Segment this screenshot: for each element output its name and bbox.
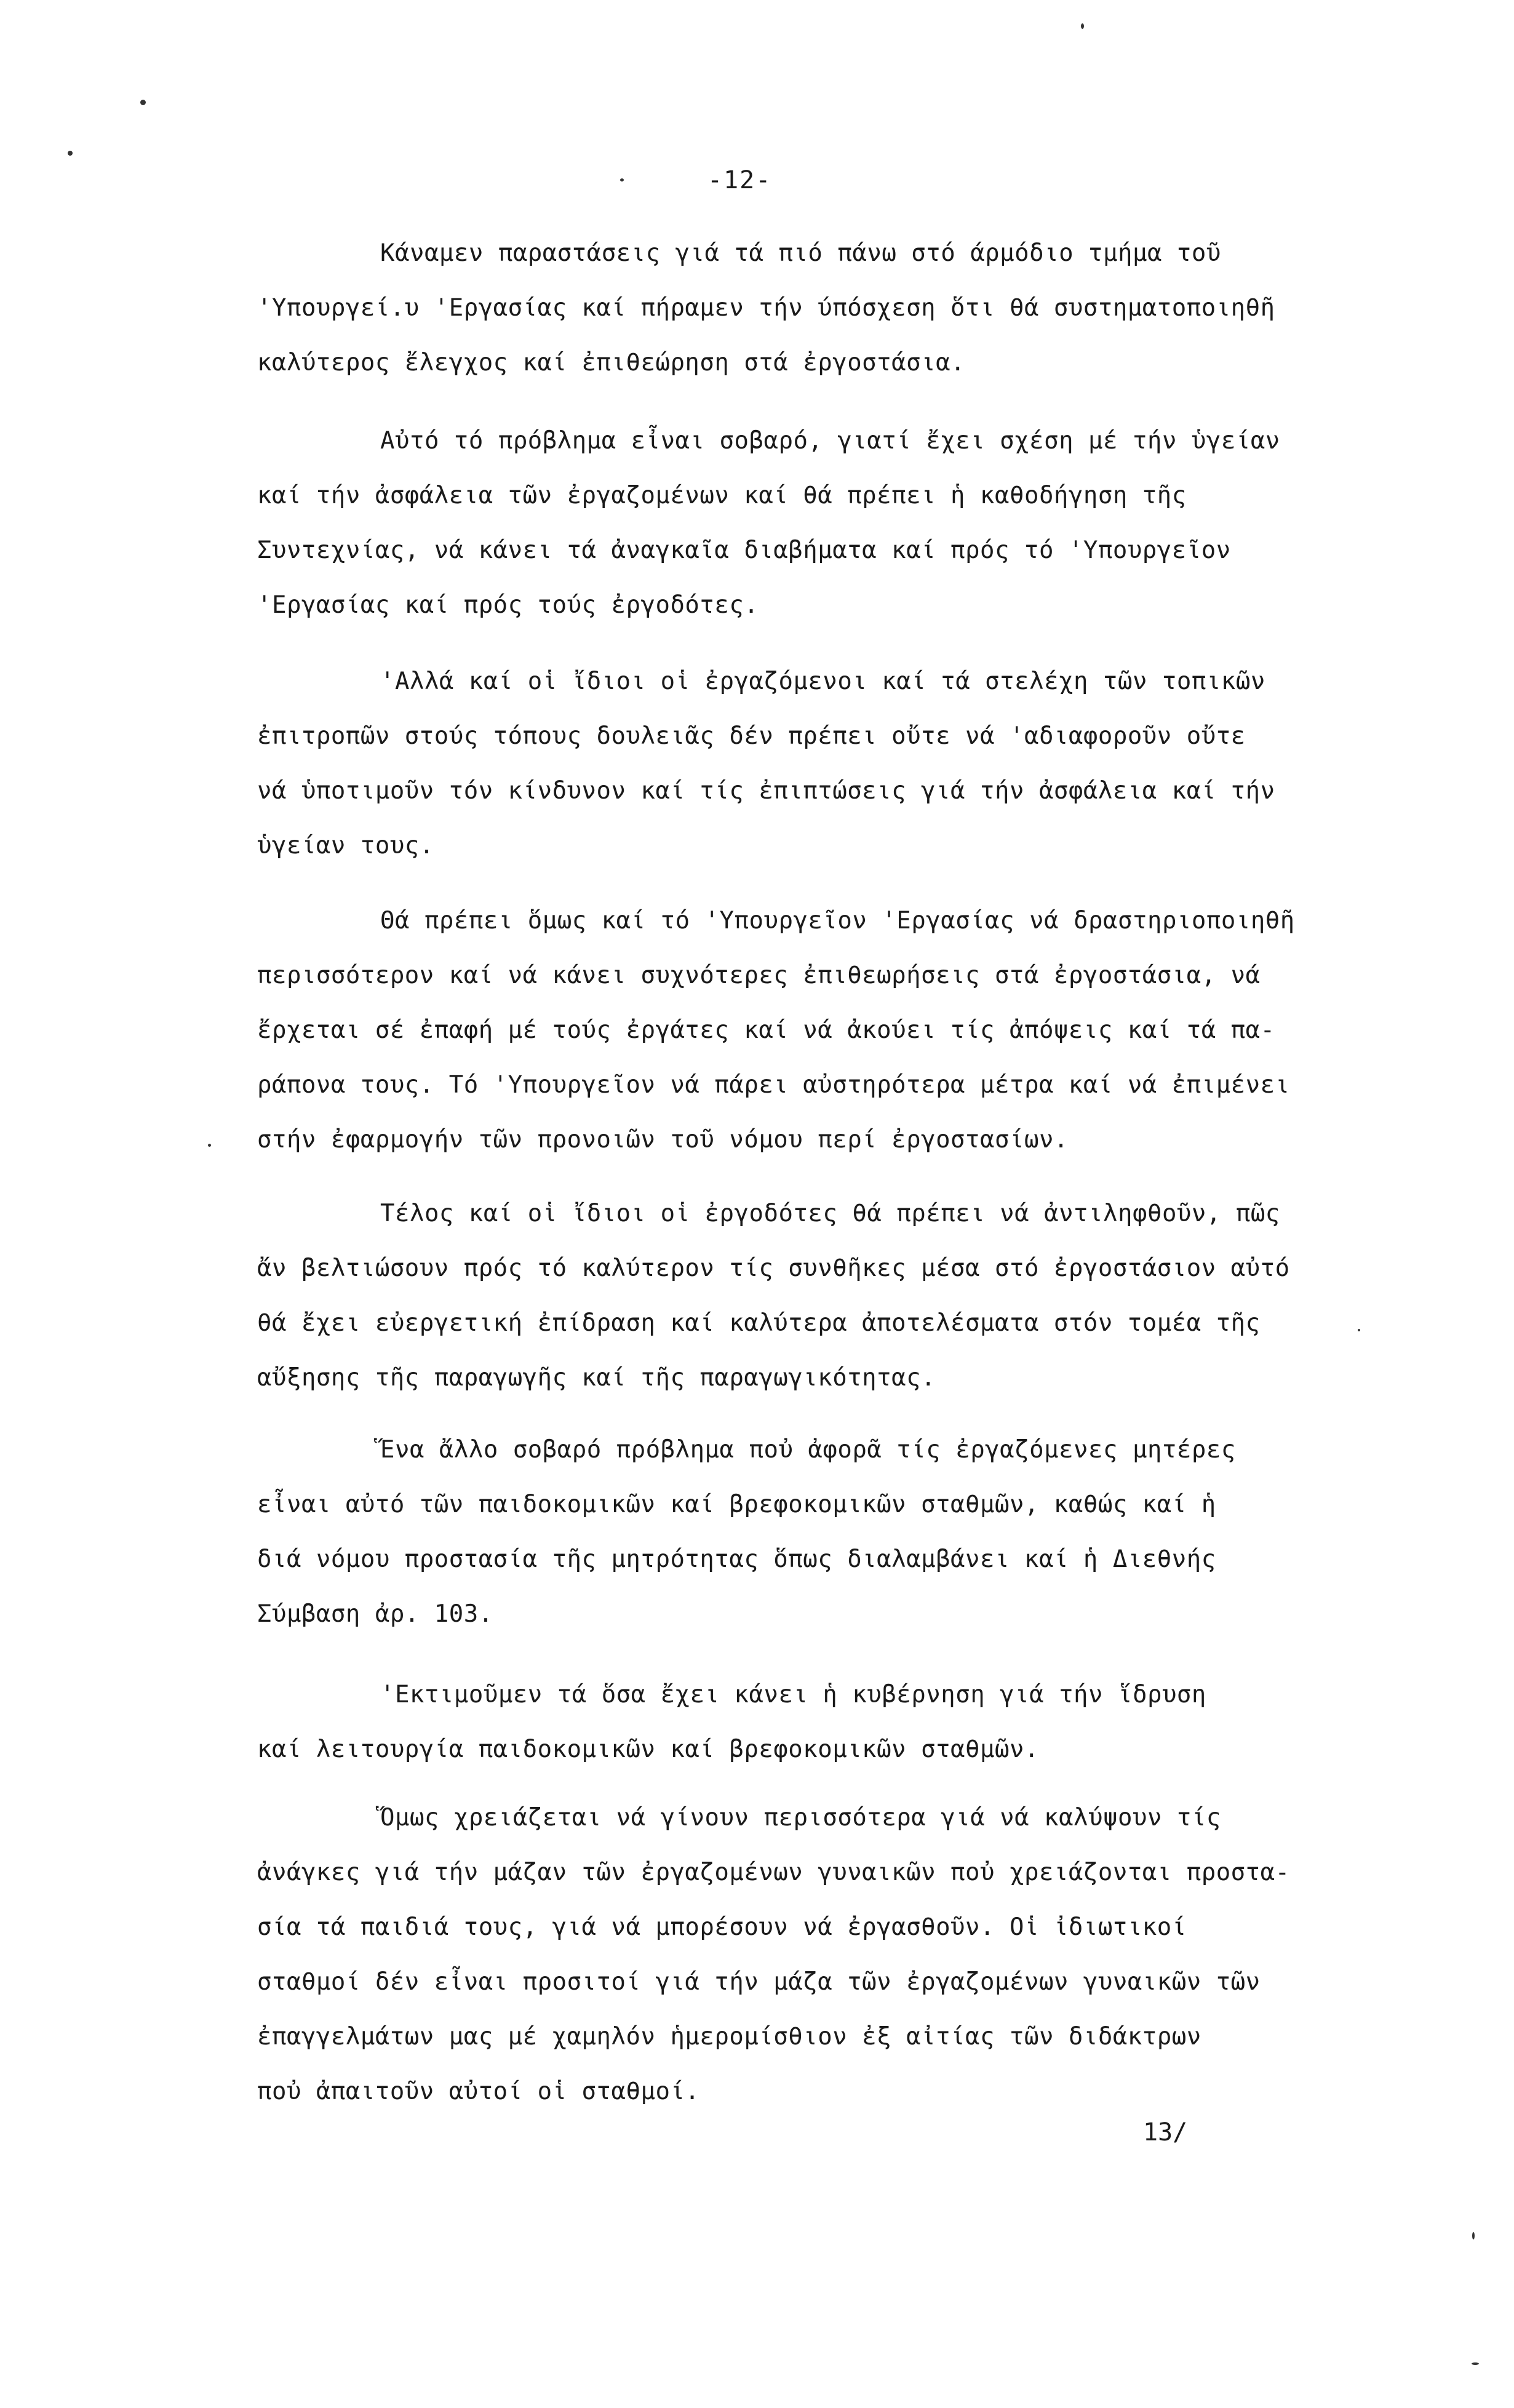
text-line: στήν ἐφαρμογήν τῶν προνοιῶν τοῦ νόμου περί ἐργοστασίων. xyxy=(257,1126,1069,1154)
text-line: ἐπιτροπῶν στούς τόπους δουλειᾶς δέν πρέπει οὔτε νά 'αδιαφοροῦν οὔτε xyxy=(257,722,1246,750)
scan-speck xyxy=(140,100,146,105)
paragraph-7 xyxy=(257,1667,1352,1777)
scan-speck xyxy=(1081,23,1084,29)
text-line: Τέλος καί οἱ ἴδιοι οἱ ἐργοδότες θά πρέπει νά ἀντιληφθοῦν, πῶς xyxy=(380,1200,1280,1227)
page-number: -12- xyxy=(707,166,772,194)
text-line: Αὐτό τό πρόβλημα εἶναι σοβαρό, γιατί ἔχει σχέση μέ τήν ὑγείαν xyxy=(380,427,1280,455)
paragraph-4 xyxy=(257,893,1352,1167)
paragraph-8 xyxy=(257,1790,1352,2119)
text-line: ὑγείαν τους. xyxy=(257,832,434,859)
text-line: θά ἔχει εὐεργετική ἐπίδραση καί καλύτερα ἀποτελέσματα στόν τομέα τῆς xyxy=(257,1309,1261,1337)
text-line: 'Αλλά καί οἱ ἴδιοι οἱ ἐργαζόμενοι καί τά στελέχη τῶν τοπικῶν xyxy=(380,668,1265,695)
text-line: Θά πρέπει ὅμως καί τό 'Υπουργεῖον 'Εργασίας νά δραστηριοποιηθῆ xyxy=(380,907,1295,935)
text-line: εἶναι αὐτό τῶν παιδοκομικῶν καί βρεφοκομικῶν σταθμῶν, καθώς καί ἡ xyxy=(257,1491,1216,1518)
text-line: Σύμβαση ἀρ. 103. xyxy=(257,1600,493,1628)
text-line: αὔξησης τῆς παραγωγῆς καί τῆς παραγωγικότητας. xyxy=(257,1364,936,1392)
text-line: καί λειτουργία παιδοκομικῶν καί βρεφοκομικῶν σταθμῶν. xyxy=(257,1736,1039,1763)
text-line: καί τήν ἀσφάλεια τῶν ἐργαζομένων καί θά πρέπει ἡ καθοδήγηση τῆς xyxy=(257,482,1187,509)
text-line: ἄν βελτιώσουν πρός τό καλύτερον τίς συνθῆκες μέσα στό ἐργοστάσιον αὐτό xyxy=(257,1254,1290,1282)
text-line: σία τά παιδιά τους, γιά νά μπορέσουν νά ἐργασθοῦν. Οἱ ἰδιωτικοί xyxy=(257,1913,1187,1941)
scan-speck xyxy=(1472,2232,1475,2239)
text-line: διά νόμου προστασία τῆς μητρότητας ὅπως διαλαμβάνει καί ἡ Διεθνής xyxy=(257,1545,1216,1573)
text-line: Ὅμως χρειάζεται νά γίνουν περισσότερα γιά νά καλύψουν τίς xyxy=(380,1804,1221,1832)
paragraph-1 xyxy=(257,226,1352,390)
text-line: νά ὑποτιμοῦν τόν κίνδυνον καί τίς ἐπιπτώσεις γιά τήν ἀσφάλεια καί τήν xyxy=(257,777,1275,805)
text-line: περισσότερον καί νά κάνει συχνότερες ἐπιθεωρήσεις στά ἐργοστάσια, νά xyxy=(257,962,1261,989)
text-line: ποὐ ἀπαιτοῦν αὐτοί οἱ σταθμοί. xyxy=(257,2078,700,2105)
text-line: ἐπαγγελμάτων μας μέ χαμηλόν ἡμερομίσθιον ἐξ αἰτίας τῶν διδάκτρων xyxy=(257,2023,1201,2051)
text-line: 'Υπουργεί.υ 'Εργασίας καί πήραμεν τήν ύπόσχεση ὅτι θά συστηματοποιηθῆ xyxy=(257,294,1275,322)
text-line: Κάναμεν παραστάσεις γιά τά πιό πάνω στό άρμόδιο τμήμα τοῦ xyxy=(380,239,1221,267)
scan-speck xyxy=(620,178,624,181)
text-line: ἔρχεται σέ ἐπαφή μέ τούς ἐργάτες καί νά ἀκούει τίς ἀπόψεις καί τά πα- xyxy=(257,1016,1275,1044)
text-line: 'Εκτιμοῦμεν τά ὅσα ἔχει κάνει ἡ κυβέρνηση γιά τήν ἵδρυση xyxy=(380,1681,1206,1708)
scan-speck xyxy=(1472,2362,1479,2365)
text-line: Ἕνα ἄλλο σοβαρό πρόβλημα ποὐ ἀφορᾶ τίς ἐργαζόμενες μητέρες xyxy=(380,1436,1236,1464)
text-line: ράπονα τους. Τό 'Υπουργεῖον νά πάρει αὐστηρότερα μέτρα καί νά ἐπιμένει xyxy=(257,1071,1290,1099)
text-line: Συντεχνίας, νά κάνει τά ἀναγκαῖα διαβήματα καί πρός τό 'Υπουργεῖον xyxy=(257,536,1231,564)
paragraph-3 xyxy=(257,654,1352,873)
paragraph-6 xyxy=(257,1422,1352,1641)
scan-speck xyxy=(208,1144,211,1147)
text-line: σταθμοί δέν εἶναι προσιτοί γιά τήν μάζα τῶν ἐργαζομένων γυναικῶν τῶν xyxy=(257,1968,1261,1996)
scan-speck xyxy=(68,151,73,156)
text-line: καλύτερος ἔλεγχος καί ἐπιθεώρηση στά ἐργοστάσια. xyxy=(257,349,966,377)
text-line: ἀνάγκες γιά τήν μάζαν τῶν ἐργαζομένων γυναικῶν ποὐ χρειάζονται προστα- xyxy=(257,1859,1290,1886)
next-page-reference: 13/ xyxy=(1143,2118,1188,2147)
paragraph-2 xyxy=(257,413,1352,632)
text-line: 'Εργασίας καί πρός τούς ἐργοδότες. xyxy=(257,591,759,619)
scan-speck xyxy=(1358,1329,1360,1331)
paragraph-5 xyxy=(257,1186,1352,1405)
